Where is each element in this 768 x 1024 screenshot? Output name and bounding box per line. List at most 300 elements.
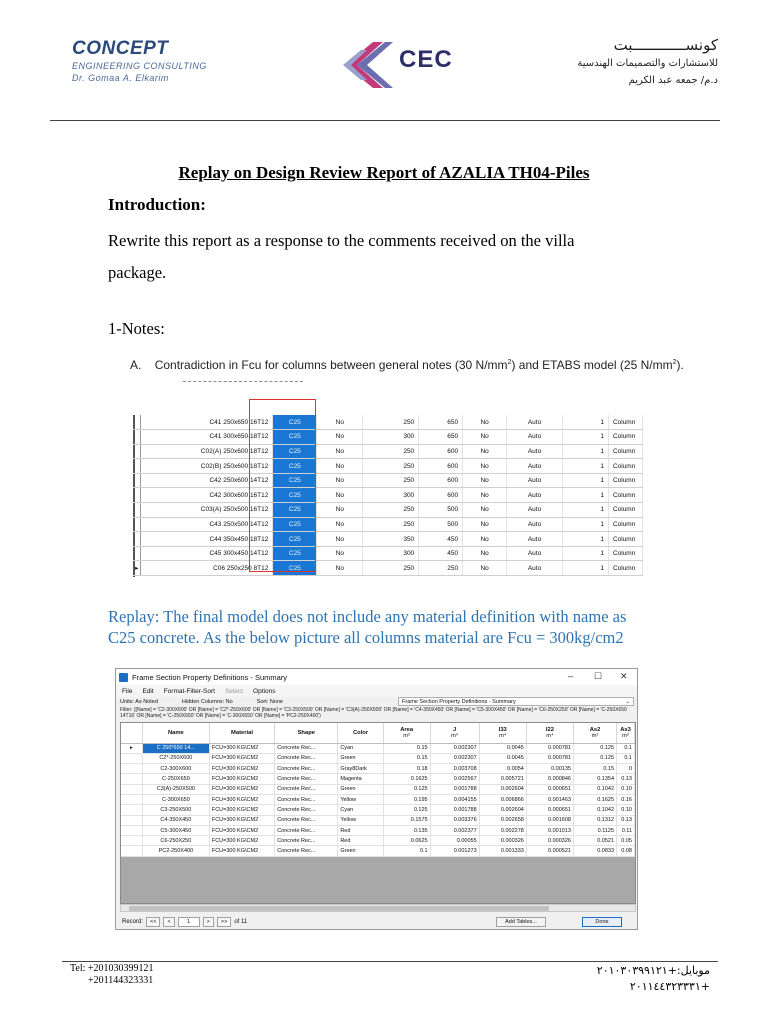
table-cell: C25 — [273, 488, 317, 503]
done-button[interactable]: Done — [582, 917, 622, 927]
chevron-down-icon: ⌄ — [625, 699, 630, 705]
table-cell[interactable]: 0.11 — [617, 825, 635, 835]
column-unit: m⁴ — [499, 732, 507, 739]
table-cell[interactable]: 0.1312 — [573, 815, 616, 825]
footer-mobile-ar2: +٢٠١١٤٤٣٢٣٣٣١ — [629, 980, 710, 993]
table-row — [133, 503, 643, 518]
table-cell: C25 — [273, 546, 317, 561]
row-selector[interactable] — [121, 846, 142, 856]
table-row — [133, 415, 643, 430]
table-cell: C45 300x450 14T12 — [141, 546, 273, 561]
scrollbar-thumb[interactable] — [129, 906, 549, 911]
row-selector[interactable] — [121, 753, 142, 763]
row-selector[interactable] — [121, 815, 142, 825]
table-cell[interactable]: FCU=300 KG\CM2 — [209, 784, 274, 794]
sort-label: Sort: None — [256, 699, 283, 705]
table-cell: C25 — [273, 517, 317, 532]
document-title: Replay on Design Review Report of AZALIA TH04-Piles — [178, 163, 590, 182]
table-cell: No — [463, 473, 507, 488]
column-name: J — [453, 726, 457, 733]
table-cell: No — [463, 430, 507, 445]
table-cell[interactable]: 0.125 — [573, 743, 616, 753]
table-cell: Auto — [507, 561, 563, 576]
table-cell: 600 — [419, 473, 463, 488]
table-select-dropdown[interactable] — [398, 697, 634, 706]
table-cell: Auto — [507, 444, 563, 459]
table-cell[interactable]: 0.1042 — [573, 805, 616, 815]
table-cell[interactable]: FCU=300 KG\CM2 — [209, 836, 274, 846]
column-header[interactable] — [275, 723, 338, 743]
table-cell[interactable]: 0.000521 — [526, 846, 573, 856]
close-icon[interactable]: ✕ — [620, 671, 628, 681]
table-cell[interactable]: 0.15 — [383, 743, 430, 753]
table-cell[interactable]: Concrete Rec... — [275, 764, 338, 774]
table-cell[interactable]: 0.125 — [383, 784, 430, 794]
table-cell[interactable]: C2*-250X600 — [142, 753, 209, 763]
table-cell[interactable]: 0.1125 — [573, 825, 616, 835]
info-bar — [116, 697, 637, 707]
table-cell[interactable]: 0.1042 — [573, 784, 616, 794]
table-cell: C02(B) 250x600 18T12 — [141, 459, 273, 474]
table-cell[interactable]: FCU=300 KG\CM2 — [209, 743, 274, 753]
last-record-button[interactable]: >> — [217, 917, 231, 927]
table-row[interactable] — [121, 846, 635, 856]
column-name: I33 — [498, 726, 507, 733]
table-cell[interactable]: C4-350X450 — [142, 815, 209, 825]
table-cell: 1 — [563, 459, 609, 474]
table-cell[interactable]: 0 — [617, 764, 635, 774]
column-unit: m⁴ — [450, 732, 459, 739]
table-cell[interactable]: C2-300X600 — [142, 764, 209, 774]
table-cell[interactable]: FCU=300 KG\CM2 — [209, 753, 274, 763]
table-cell: Auto — [507, 430, 563, 445]
table-cell[interactable]: 0.001608 — [526, 815, 573, 825]
table-cell: Auto — [507, 415, 563, 430]
table-cell[interactable]: 0.10 — [617, 784, 635, 794]
table-cell[interactable]: 0.002604 — [479, 784, 526, 794]
table-cell: No — [463, 444, 507, 459]
table-cell: 1 — [563, 488, 609, 503]
menu-select[interactable]: Select — [224, 687, 244, 695]
hidden-columns-label: Hidden Columns: No — [181, 699, 233, 705]
row-selector[interactable] — [121, 825, 142, 835]
menu-file[interactable]: File — [122, 687, 133, 695]
table-cell: No — [463, 517, 507, 532]
arabic-person: د.م/ جمعه عبد الكريم — [628, 75, 718, 86]
cec-logo-text: CEC — [399, 46, 453, 73]
table-row — [133, 430, 643, 445]
table-cell: C43 250x500 14T12 — [141, 517, 273, 532]
table-row — [133, 561, 643, 576]
footer-mobile-ar: موبايل:+٢٠١٠٣٠٣٩٩١٢١ — [596, 964, 710, 977]
row-header-corner — [121, 723, 142, 743]
table-cell — [133, 415, 141, 430]
replay-text: Replay: The final model does not include any material definition with name as C25 concrete. As the below picture all columns material are Fcu = 300kg/cm2 — [108, 607, 627, 647]
table-cell: C06 250x250 8T12 — [141, 561, 273, 576]
table-cell: 300 — [363, 430, 419, 445]
table-cell[interactable]: Green — [338, 784, 383, 794]
column-name: Shape — [297, 729, 315, 736]
window-titlebar — [116, 669, 637, 685]
etabs-section-table — [133, 415, 643, 576]
column-header[interactable] — [383, 723, 430, 743]
table-cell[interactable]: 0.1625 — [573, 794, 616, 804]
arabic-header — [577, 36, 718, 86]
table-cell: Column — [608, 459, 642, 474]
table-cell[interactable]: 0.000326 — [479, 836, 526, 846]
table-cell[interactable]: 0.001788 — [430, 805, 479, 815]
table-cell: 300 — [363, 546, 419, 561]
table-cell[interactable]: FCU=300 KG\CM2 — [209, 815, 274, 825]
table-cell: 600 — [419, 488, 463, 503]
table-cell[interactable]: Yellow — [338, 815, 383, 825]
notes-heading: 1-Notes: — [108, 319, 165, 338]
table-cell: 300 — [363, 488, 419, 503]
table-row — [133, 532, 643, 547]
table-cell: 350 — [363, 532, 419, 547]
table-cell: C41 300x650 18T12 — [141, 430, 273, 445]
row-selector[interactable] — [121, 784, 142, 794]
table-cell[interactable]: 0.002658 — [479, 815, 526, 825]
column-unit: m² — [622, 732, 629, 739]
table-cell — [133, 459, 141, 474]
table-cell: Column — [608, 532, 642, 547]
table-cell[interactable]: 0.1 — [383, 846, 430, 856]
column-header[interactable] — [526, 723, 573, 743]
table-cell[interactable]: 0.002377 — [430, 825, 479, 835]
table-cell[interactable]: 0.10 — [617, 805, 635, 815]
arabic-subtitle: للاستشارات والتصميمات الهندسية — [577, 58, 718, 69]
horizontal-scrollbar[interactable] — [120, 904, 636, 912]
table-cell: C44 350x450 18T12 — [141, 532, 273, 547]
table-cell[interactable]: FCU=300 KG\CM2 — [209, 774, 274, 784]
table-cell[interactable]: C5-300X450 — [142, 825, 209, 835]
column-header[interactable] — [430, 723, 479, 743]
table-cell[interactable]: C3(A)-250X500 — [142, 784, 209, 794]
company-subtitle: ENGINEERING CONSULTING — [72, 61, 207, 71]
table-cell — [133, 473, 141, 488]
table-cell: 1 — [563, 561, 609, 576]
table-cell: 250 — [363, 415, 419, 430]
table-cell: 250 — [363, 517, 419, 532]
menubar — [116, 685, 637, 697]
table-cell[interactable]: 0.05 — [617, 836, 635, 846]
table-cell[interactable]: Red — [338, 836, 383, 846]
table-cell[interactable]: 0.125 — [383, 805, 430, 815]
table-row[interactable] — [121, 784, 635, 794]
filter-text: Filter: ([Name] = 'C2-300X600' OR [Name] = 'C2*-250X600' OR [Name] = 'C3-250X500' OR [Name] = 'C3(A)-250X500' OR [Name] = 'C4-350X450' OR [Name] = 'C5-300X450' OR [Name] = 'C6-250X250' OR [Name] = 'C-250X650 14T16' OR [Name] = 'C-250X650' OR [Name] = 'C-300X650' OR [Name] = 'PC2-250X400') — [120, 707, 627, 719]
maximize-icon[interactable]: ☐ — [594, 671, 603, 681]
table-cell: Column — [608, 488, 642, 503]
record-navigator — [116, 915, 637, 929]
table-row — [133, 473, 643, 488]
table-cell: C02(A) 250x600 18T12 — [141, 444, 273, 459]
table-cell[interactable]: 0.15 — [383, 753, 430, 763]
table-cell: 250 — [419, 561, 463, 576]
table-cell[interactable]: 0.001013 — [526, 825, 573, 835]
table-cell[interactable]: 0.0521 — [573, 836, 616, 846]
table-cell — [133, 430, 141, 445]
table-cell: 450 — [419, 546, 463, 561]
table-cell[interactable]: Gray8Dark — [338, 764, 383, 774]
table-cell[interactable]: 0.1 — [617, 753, 635, 763]
intro-heading: Introduction: — [108, 195, 206, 214]
table-cell[interactable]: 0.004155 — [430, 794, 479, 804]
table-cell[interactable]: 0.08 — [617, 846, 635, 856]
table-cell: Column — [608, 517, 642, 532]
table-row — [133, 488, 643, 503]
table-cell: 1 — [563, 415, 609, 430]
table-cell: 250 — [363, 444, 419, 459]
table-cell[interactable]: Red — [338, 825, 383, 835]
table-cell[interactable]: 0.135 — [383, 825, 430, 835]
row-selector[interactable] — [121, 774, 142, 784]
window-title: Frame Section Property Definitions - Summary — [132, 672, 288, 682]
minimize-icon[interactable]: – — [568, 671, 574, 681]
table-cell[interactable]: C-300X650 — [142, 794, 209, 804]
table-cell[interactable]: C6-250X250 — [142, 836, 209, 846]
table-cell[interactable]: 0.000651 — [526, 805, 573, 815]
table-cell: C03(A) 250x500 16T12 — [141, 503, 273, 518]
table-cell: ▸ — [133, 561, 141, 576]
row-selector[interactable] — [121, 805, 142, 815]
table-cell[interactable]: Green — [338, 846, 383, 856]
table-cell[interactable]: 0.13 — [617, 774, 635, 784]
add-tables-button[interactable]: Add Tables... — [496, 917, 546, 927]
table-cell[interactable]: Cyan — [338, 743, 383, 753]
table-cell: 650 — [419, 415, 463, 430]
table-cell[interactable]: FCU=300 KG\CM2 — [209, 794, 274, 804]
table-cell: Column — [608, 444, 642, 459]
column-name: As3 — [620, 726, 631, 733]
table-cell[interactable]: PC2-250X400 — [142, 846, 209, 856]
table-row[interactable] — [121, 794, 635, 804]
table-cell: 250 — [363, 561, 419, 576]
table-cell[interactable]: 0.0625 — [383, 836, 430, 846]
table-cell[interactable]: 0.13 — [617, 815, 635, 825]
table-cell[interactable]: Concrete Rec... — [275, 825, 338, 835]
table-row[interactable] — [121, 774, 635, 784]
table-cell[interactable]: 0.1354 — [573, 774, 616, 784]
first-record-button[interactable]: << — [146, 917, 160, 927]
table-cell[interactable]: 0.0045 — [479, 753, 526, 763]
table-cell[interactable]: 0.1625 — [383, 774, 430, 784]
current-row-arrow-icon[interactable]: ▸ — [121, 743, 142, 753]
table-cell[interactable]: 0.001333 — [479, 846, 526, 856]
table-cell: No — [463, 459, 507, 474]
footer-phones — [70, 963, 154, 987]
table-cell[interactable]: 0.15 — [573, 764, 616, 774]
table-cell: No — [317, 459, 363, 474]
table-row[interactable] — [121, 753, 635, 763]
row-selector[interactable] — [121, 836, 142, 846]
table-cell[interactable]: 0.000326 — [526, 836, 573, 846]
table-cell[interactable]: 0.002307 — [430, 743, 479, 753]
menu-format-filter-sort[interactable]: Format-Filter-Sort — [163, 687, 215, 695]
table-cell[interactable]: Concrete Rec... — [275, 815, 338, 825]
table-cell: No — [317, 430, 363, 445]
record-label: Record: — [122, 919, 144, 925]
footer-tel2: +201144323331 — [88, 975, 154, 986]
table-cell[interactable]: 0.1 — [617, 743, 635, 753]
table-cell[interactable]: Concrete Rec... — [275, 784, 338, 794]
table-cell: C25 — [273, 444, 317, 459]
table-cell[interactable]: Concrete Rec... — [275, 836, 338, 846]
table-row — [133, 444, 643, 459]
table-row — [133, 459, 643, 474]
header-divider — [50, 120, 720, 121]
row-selector[interactable] — [121, 794, 142, 804]
column-name: Color — [352, 729, 369, 736]
column-header[interactable] — [338, 723, 383, 743]
table-cell — [133, 444, 141, 459]
summary-table — [121, 723, 635, 857]
company-person: Dr. Gomaa A. Elkarim — [72, 73, 169, 83]
table-cell: 500 — [419, 517, 463, 532]
table-row[interactable] — [121, 825, 635, 835]
table-cell[interactable]: FCU=300 KG\CM2 — [209, 805, 274, 815]
table-cell[interactable]: 0.195 — [383, 794, 430, 804]
table-cell[interactable]: 0.0045 — [479, 743, 526, 753]
table-cell: Auto — [507, 517, 563, 532]
table-cell: 250 — [363, 473, 419, 488]
footer-divider — [62, 961, 718, 962]
table-cell[interactable]: 0.006866 — [479, 794, 526, 804]
table-cell: No — [317, 444, 363, 459]
table-cell: Column — [608, 546, 642, 561]
table-row[interactable] — [121, 815, 635, 825]
note-a-text: Contradiction in Fcu for columns between general notes (30 N/mm — [154, 358, 508, 372]
menu-edit[interactable]: Edit — [142, 687, 154, 695]
table-cell[interactable]: 0.001788 — [430, 784, 479, 794]
table-cell[interactable]: Concrete Rec... — [275, 753, 338, 763]
table-cell[interactable]: 0.001463 — [526, 794, 573, 804]
next-record-button[interactable]: > — [203, 917, 214, 927]
table-cell[interactable]: 0.125 — [573, 753, 616, 763]
table-cell — [133, 517, 141, 532]
note-a-mid: ) and ETABS model (25 N/mm — [511, 358, 673, 372]
table-cell: No — [317, 503, 363, 518]
table-cell: No — [317, 546, 363, 561]
column-header[interactable] — [617, 723, 635, 743]
table-cell — [133, 532, 141, 547]
note-a-sup2: 2 — [672, 359, 677, 366]
table-cell[interactable]: 0.000781 — [526, 753, 573, 763]
table-cell[interactable]: 0.000846 — [526, 774, 573, 784]
dropdown-value: Frame Section Property Definitions - Summary — [402, 699, 516, 705]
table-cell[interactable]: FCU=300 KG\CM2 — [209, 846, 274, 856]
table-cell: Auto — [507, 532, 563, 547]
table-cell[interactable]: 0.000651 — [526, 784, 573, 794]
table-cell[interactable]: Concrete Rec... — [275, 846, 338, 856]
table-cell: 1 — [563, 503, 609, 518]
arabic-company: كونســــــــــــبت — [613, 36, 718, 54]
table-row[interactable] — [121, 743, 635, 753]
table-cell: No — [317, 561, 363, 576]
table-cell: 1 — [563, 532, 609, 547]
column-unit: m² — [403, 732, 411, 739]
table-cell[interactable]: 0.0054 — [479, 764, 526, 774]
menu-options[interactable]: Options — [253, 687, 276, 695]
table-cell: 1 — [563, 473, 609, 488]
table-cell: No — [317, 488, 363, 503]
table-cell[interactable]: Yellow — [338, 794, 383, 804]
row-selector[interactable] — [121, 764, 142, 774]
table-cell[interactable]: Concrete Rec... — [275, 794, 338, 804]
column-header[interactable] — [573, 723, 616, 743]
table-cell: Column — [608, 561, 642, 576]
highlight-box — [249, 399, 316, 572]
table-cell: 1 — [563, 517, 609, 532]
table-cell: 600 — [419, 459, 463, 474]
table-cell[interactable]: Green — [338, 753, 383, 763]
column-header[interactable] — [479, 723, 526, 743]
table-cell[interactable]: 0.1575 — [383, 815, 430, 825]
table-cell: Column — [608, 503, 642, 518]
column-header[interactable] — [209, 723, 274, 743]
table-row[interactable] — [121, 764, 635, 774]
table-cell[interactable]: 0.003708 — [430, 764, 479, 774]
table-cell[interactable]: 0.005721 — [479, 774, 526, 784]
table-cell[interactable]: C3-250X500 — [142, 805, 209, 815]
column-name: Area — [400, 726, 414, 733]
table-cell: C41 250x650 16T12 — [141, 415, 273, 430]
table-cell[interactable]: C-250X650 — [142, 774, 209, 784]
record-input[interactable]: 1 — [178, 917, 200, 927]
table-cell[interactable]: 0.000781 — [526, 743, 573, 753]
table-cell: 250 — [363, 503, 419, 518]
table-cell: No — [463, 532, 507, 547]
table-cell[interactable]: 0.0833 — [573, 846, 616, 856]
table-cell[interactable]: 0.002278 — [479, 825, 526, 835]
table-cell[interactable]: FCU=300 KG\CM2 — [209, 764, 274, 774]
table-row[interactable] — [121, 805, 635, 815]
table-cell: No — [317, 473, 363, 488]
table-row[interactable] — [121, 836, 635, 846]
table-cell[interactable]: 0.002604 — [479, 805, 526, 815]
table-cell[interactable]: Concrete Rec... — [275, 743, 338, 753]
table-cell[interactable]: 0.002567 — [430, 774, 479, 784]
table-cell[interactable]: 0.002307 — [430, 753, 479, 763]
cec-logo — [333, 36, 453, 94]
table-cell[interactable]: 0.001273 — [430, 846, 479, 856]
cropped-line — [183, 381, 303, 384]
table-cell[interactable]: C 250*650 14... — [142, 743, 209, 753]
table-cell: No — [463, 503, 507, 518]
table-cell[interactable]: FCU=300 KG\CM2 — [209, 825, 274, 835]
prev-record-button[interactable]: < — [163, 917, 174, 927]
table-cell[interactable]: 0.00055 — [430, 836, 479, 846]
company-name: CONCEPT — [72, 38, 169, 59]
table-cell[interactable]: 0.16 — [617, 794, 635, 804]
table-cell[interactable]: 0.18 — [383, 764, 430, 774]
table-cell[interactable]: Concrete Rec... — [275, 774, 338, 784]
table-cell[interactable]: 0.00135 — [526, 764, 573, 774]
table-cell[interactable]: Cyan — [338, 805, 383, 815]
table-cell: 500 — [419, 503, 463, 518]
table-cell: Auto — [507, 459, 563, 474]
table-cell[interactable]: Concrete Rec... — [275, 805, 338, 815]
table-cell[interactable]: Magenta — [338, 774, 383, 784]
table-cell[interactable]: 0.003376 — [430, 815, 479, 825]
column-header[interactable] — [142, 723, 209, 743]
table-cell: Column — [608, 430, 642, 445]
record-count: of 11 — [234, 919, 248, 925]
table-cell: 250 — [363, 459, 419, 474]
column-name: Material — [231, 729, 253, 736]
table-row — [133, 546, 643, 561]
column-unit: m² — [591, 732, 599, 739]
